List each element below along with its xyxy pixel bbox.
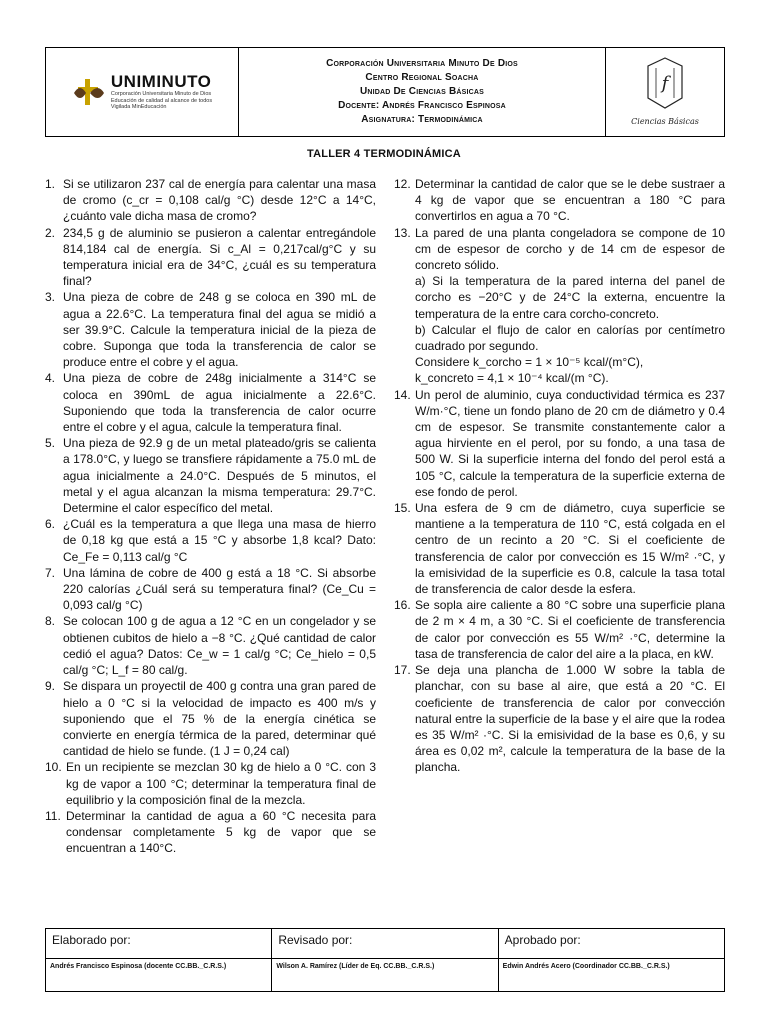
prepared-by-name: Andrés Francisco Espinosa (docente CC.BB._C.R.S.) xyxy=(50,963,227,970)
svg-text:f: f xyxy=(661,73,669,94)
item-text: Una pieza de 92.9 g de un metal plateado/gris se calienta a 178.0°C, y luego se transfiere rápidamente a 75.0 mL de agua inicialmente a 24.0°C. Después de 5 minutos, el metal y el agua alcanzan la misma temperatura: 29.7°C. Determine el calor específico del metal. xyxy=(63,436,376,516)
item-text: Determinar la cantidad de calor que se le debe sustraer a 4 kg de vapor que se encuentran a 180 °C para convertirlos en agua a 70 °C. xyxy=(415,177,725,224)
header-line-teacher: Docente: Andrés Francisco Espinosa xyxy=(338,100,506,111)
approved-by-cell xyxy=(499,929,724,991)
list-item xyxy=(45,516,376,565)
header-line-institution: Corporación Universitaria Minuto De Dios xyxy=(326,58,518,69)
item-text: Se dispara un proyectil de 400 g contra una gran pared de hielo a 0 °C si la velocidad de impacto es 400 m/s y suponiendo que el 75 % de la energía cinética se convierte en energía térmica de la pared, determinar qué cantidad de hielo se funde. (1 J = 0,24 cal) xyxy=(63,679,376,759)
item-text: Una lámina de cobre de 400 g está a 18 °C. Si absorbe 220 calorías ¿Cuál será su temperatura final? (Ce_Cu = 0,093 cal/g °C) xyxy=(63,565,376,613)
item-13-part-b: b) Calcular el flujo de calor en calorías por centímetro cuadrado por segundo. xyxy=(415,322,725,354)
list-item xyxy=(394,662,725,775)
item-text: Se sopla aire caliente a 80 °C sobre una superficie plana de 2 m × 4 m, a 30 °C. Si el coeficiente de transferencia de calor por convección es 55 W/m² ·°C, determine la tasa de transferencia de calor del aire a la placa, en kW. xyxy=(415,598,725,661)
item-number: 9. xyxy=(45,679,56,694)
ciencias-basicas-crest-icon xyxy=(620,52,710,132)
crest-cell xyxy=(606,48,724,136)
prepared-by-label: Elaborado por: xyxy=(46,929,271,959)
left-column xyxy=(45,176,376,857)
list-item xyxy=(394,597,725,662)
list-item xyxy=(45,225,376,290)
item-number: 14. xyxy=(394,387,411,402)
item-number: 13. xyxy=(394,225,411,240)
page-title: TALLER 4 TERMODINÁMICA xyxy=(307,148,461,160)
right-column xyxy=(394,176,725,857)
item-number: 16. xyxy=(394,598,411,613)
approved-by-label: Aprobado por: xyxy=(499,929,724,959)
item-number: 6. xyxy=(45,517,56,532)
item-text: Si se utilizaron 237 cal de energía para calentar una masa de cromo (c_cr = 0,108 cal/g °C) desde 12°C a 14°C, ¿cuánto vale dicha masa de cromo? xyxy=(63,177,376,224)
crest-caption: Ciencias Básicas xyxy=(631,117,699,126)
logo-name: UNIMINUTO xyxy=(110,72,212,92)
header-line-subject: Asignatura: Termodinámica xyxy=(361,114,483,125)
reviewed-by-cell xyxy=(272,929,498,991)
exercise-columns xyxy=(45,176,725,857)
list-item xyxy=(394,500,725,597)
header-line-unit: Unidad De Ciencias Básicas xyxy=(359,86,485,97)
reviewed-by-label: Revisado por: xyxy=(272,929,497,959)
item-13-part-a: a) Si la temperatura de la pared interna del panel de corcho es −20°C y de 24°C la externa, encuentre la temperatura de la entre cara corcho-concreto. xyxy=(415,274,725,321)
list-item xyxy=(45,808,376,857)
item-number: 12. xyxy=(394,177,411,191)
approved-by-name: Edwin Andrés Acero (Coordinador CC.BB._C.R.S.) xyxy=(502,963,670,970)
university-logo xyxy=(72,73,212,111)
item-number: 15. xyxy=(394,501,411,516)
item-text: Se deja una plancha de 1.000 W sobre la tabla de planchar, con su base al aire, que está a 20 °C. El coeficiente de transferencia de calor por convección natural entre la superficie de la base y el aire que la rodea es 35 W/m² ·°C. Si la emisividad de la base es 0,6, y su área es 0,02 m², calcule la temperatura de la base de la plancha. xyxy=(415,663,725,775)
list-item xyxy=(45,176,376,225)
item-number: 4. xyxy=(45,371,56,386)
list-item xyxy=(45,370,376,435)
item-number: 5. xyxy=(45,436,56,451)
list-item xyxy=(45,678,376,759)
approval-table xyxy=(45,928,725,992)
list-item xyxy=(45,613,376,678)
header-info-cell xyxy=(239,48,606,136)
logo-subtitle: Vigilada MinEducación xyxy=(110,104,167,111)
item-text: Determinar la cantidad de agua a 60 °C necesita para condensar completamente 5 kg de vapor que se encuentran a 140°C. xyxy=(66,808,376,856)
item-text: En un recipiente se mezclan 30 kg de hielo a 0 °C. con 3 kg de vapor a 100 °C; determinar la temperatura final de equilibrio y la composición final de la mezcla. xyxy=(66,760,376,807)
university-logo-cell xyxy=(46,48,239,136)
item-text: Una pieza de cobre de 248 g se coloca en 390 mL de agua a 22.6°C. La temperatura final del agua se midió a ser 39.9°C. Calcule la temperatura inicial de la pieza de cobre. Suponga que toda la transferencia de calor se produce entre el cobre y el agua. xyxy=(63,290,376,370)
item-number: 10. xyxy=(45,760,62,775)
item-number: 3. xyxy=(45,290,56,305)
item-text: La pared de una planta congeladora se compone de 10 cm de espesor de corcho y de 14 cm de espesor de concreto sólido. xyxy=(415,225,725,273)
list-item xyxy=(45,565,376,614)
item-text: ¿Cuál es la temperatura a que llega una masa de hierro de 0,18 kg que está a 15 °C y absorbe 1,8 kcal? Dato: Ce_Fe = 0,113 cal/g °C xyxy=(63,517,376,564)
prepared-by-cell xyxy=(46,929,272,991)
item-text: Una pieza de cobre de 248g inicialmente a 314°C se coloca en 390mL de agua inicialmente a 22.6°C. Suponiendo que toda la transferencia de calor ocurre entre el cobre y el agua, calcule la temperatura final. xyxy=(63,371,376,435)
list-item xyxy=(45,435,376,516)
item-number: 7. xyxy=(45,565,56,580)
list-item xyxy=(394,387,725,500)
item-13-constant-cork: Considere k_corcho = 1 × 10⁻⁵ kcal/(m°C), xyxy=(415,355,644,370)
item-13-constant-concrete: k_concreto = 4,1 × 10⁻⁴ kcal/(m °C). xyxy=(415,371,609,386)
reviewed-by-name: Wilson A. Ramírez (Líder de Eq. CC.BB._C.R.S.) xyxy=(276,963,435,970)
document-header xyxy=(45,47,725,137)
item-text: Una esfera de 9 cm de diámetro, cuya superficie se mantiene a la temperatura de 110 °C, está colgada en el centro de un recinto a 20 °C. Si el coeficiente de transferencia de calor por convección es 15 W/m² ·°C, y la emisividad de la superficie es 0.8, calcule la tasa total de transferencia de calor desde la esfera. xyxy=(415,501,725,597)
item-number: 11. xyxy=(45,808,61,823)
list-item xyxy=(394,176,725,225)
list-item xyxy=(45,759,376,808)
item-number: 8. xyxy=(45,614,56,629)
item-text: Un perol de aluminio, cuya conductividad térmica es 237 W/m·°C, tiene un fondo plano de 20 cm de diámetro y 0.4 cm de espesor. Se transmite constantemente calor a agua hirviente en el perol, por su fondo, a una tasa de 500 W. Si la superficie interna del fondo del perol está a 105 °C, calcule la temperatura de la superficie externa de ese fondo de perol. xyxy=(415,387,725,499)
logo-subtitle: Educación de calidad al alcance de todos xyxy=(110,97,213,104)
item-number: 1. xyxy=(45,177,56,191)
uniminuto-mark-icon xyxy=(72,77,106,107)
item-text: 234,5 g de aluminio se pusieron a calentar entregándole 814,184 cal de energía. Si c_Al = 0,217cal/g°C y su temperatura inicial era de 34°C, ¿cuál es su temperatura final? xyxy=(63,225,376,289)
list-item xyxy=(394,225,725,274)
list-item xyxy=(45,289,376,370)
university-logo-text xyxy=(111,73,212,111)
item-text: Se colocan 100 g de agua a 12 °C en un congelador y se obtienen cubitos de hielo a −8 °C. ¿Qué cantidad de calor cedió el agua? Datos: Ce_w = 1 cal/g °C; Ce_hielo = 0,5 cal/g °C; L_f = 80 cal/g. xyxy=(63,614,376,678)
header-line-center: Centro Regional Soacha xyxy=(365,72,479,83)
item-number: 2. xyxy=(45,225,56,240)
logo-subtitle: Corporación Universitaria Minuto de Dios xyxy=(110,91,212,98)
item-number: 17. xyxy=(394,663,411,678)
